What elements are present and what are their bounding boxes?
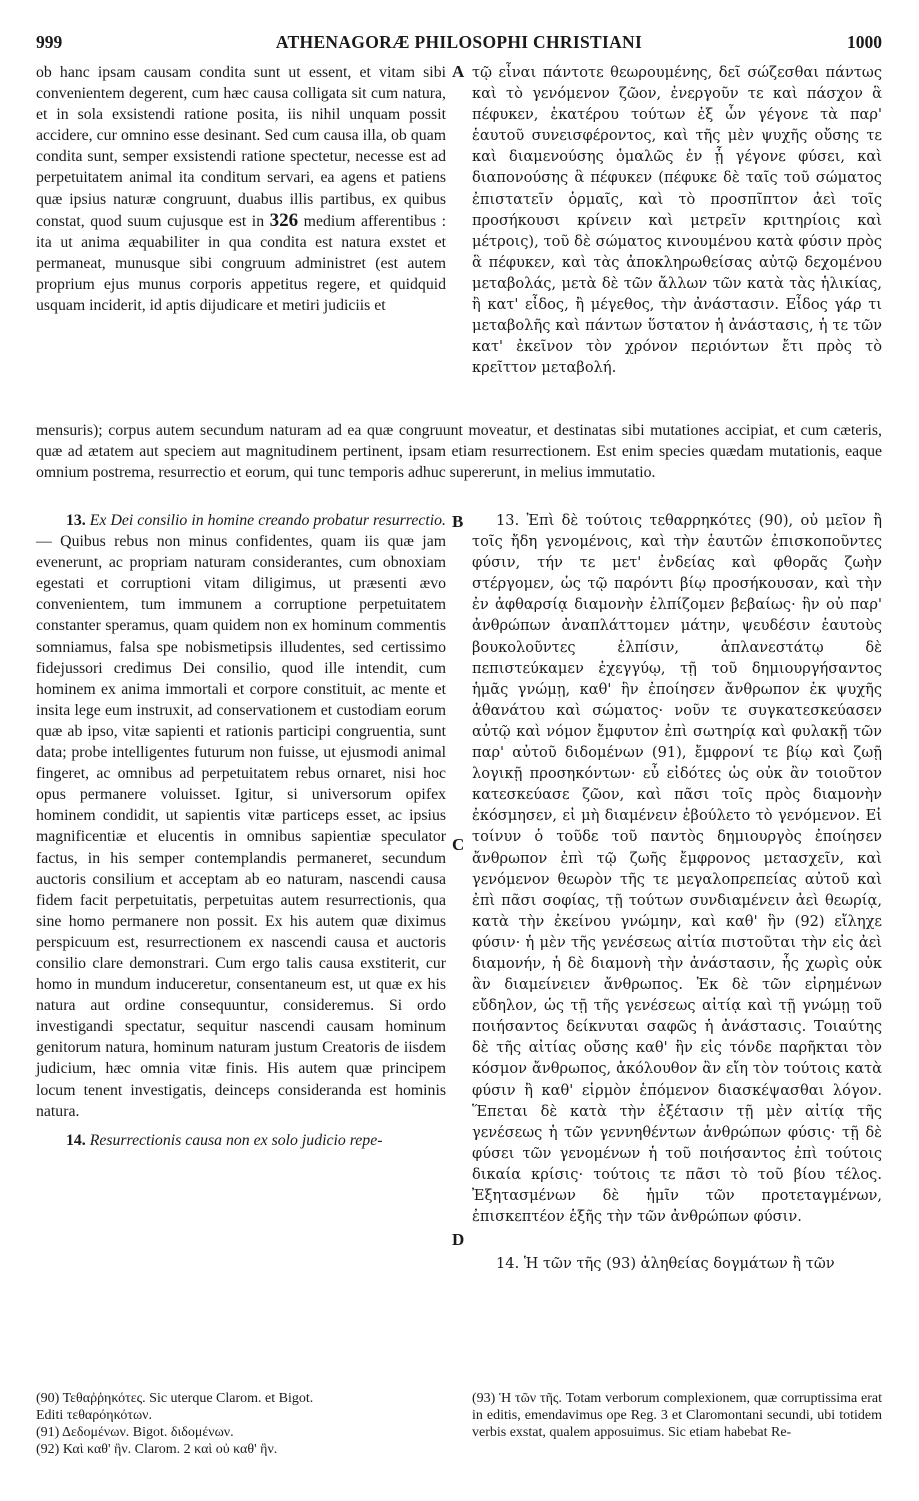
section-heading-14: Resurrectionis causa non ex solo judicio repe- (89, 1131, 383, 1149)
latin-text-part2: medium afferentibus : ita ut anima æquabiliter in qua condita est natura exstet et permaneat, munusque sibi congruum administret (est autem proprium ejus munus corporis appetitus regere, et quidquid usquam inciderit, id aptis dijudicare et metiri judiciis et (36, 212, 447, 315)
margin-marker-d: D (452, 1230, 465, 1249)
section-number-13: 13. (66, 512, 86, 529)
margin-marker-b: B (452, 512, 464, 531)
page-number-right: 1000 (847, 32, 882, 52)
margin-marker-c: C (452, 835, 465, 854)
latin-fullwidth-paragraph: mensuris); corpus autem secundum naturam ad ea quæ congruunt moveatur, et destinatas sibi mutationes accipiat, et cum cæteris, quæ ad ætatem aut speciem aut magnitudinem pertinent, ipsam etiam resurrectionem. Est enim species quædam mutationis, eaque omnium postrema, resurrectio et eorum, qui tunc temporis adhuc supererunt, in melius immutatio. (36, 422, 882, 482)
greek-column-section-13 (472, 510, 882, 1274)
heading-dash: — (36, 533, 61, 551)
section-number-14: 14. (66, 1131, 86, 1149)
footnotes-left (36, 1390, 446, 1458)
footnote-90-cont: Editi τεθαρόηκότων. (36, 1408, 152, 1423)
running-title: ATHENAGORÆ PHILOSOPHI CHRISTIANI (275, 32, 643, 52)
greek-section-13: 13. Ἐπὶ δὲ τούτοις τεθαρρηκότες (90), οὐ μεῖον ἢ τοῖς ἤδη γενομένοις, καὶ τὴν ἑαυτῶν ἐπισκοποῦντες φύσιν, τήν τε μετ' ἐνδείας καὶ φθορᾶς ζωὴν στέργομεν, ὡς τῷ παρόντι βίῳ προσήκουσαν, καὶ τὴν ἐν ἀφθαρσίᾳ διαμονὴν ἐλπίζομεν βεβαίως· ἣν οὐ παρ' ἀνθρώπων ἀναπλάττομεν μάτην, ψευδέσιν ἑαυτοὺς βουκολοῦντες ἐλπίσιν, ἀπλανεστάτῳ δὲ πεπιστεύκαμεν ἐχεγγύῳ, τῇ τοῦ δημιουργήσαντος ἡμᾶς γνώμῃ, καθ' ἣν ἐποίησεν ἄνθρωπον ἐκ ψυχῆς ἀθανάτου καὶ σώματος· νοῦν τε συγκατεσκεύασεν αὐτῷ καὶ νόμον ἔμφυτον ἐπὶ σωτηρίᾳ καὶ φυλακῇ τῶν παρ' αὐτοῦ διδομένων (91), ἔμφρονί τε βίῳ καὶ ζωῇ λογικῇ προσηκόντων· εὖ εἰδότες ὡς οὐκ ἂν τοιοῦτον κατεσκεύασε ζῶον, καὶ πᾶσι τοῖς πρὸς διαμονὴν ἐκόσμησεν, εἰ μὴ διαμένειν ἐβούλετο τὸ γενόμενον. Εἰ τοίνυν ὁ τοῦδε τοῦ παντὸς δημιουργὸς ἐποίησεν ἄνθρωπον ἐπὶ τῷ ζωῆς ἔμφρονος μετασχεῖν, καὶ γενόμενον θεωρὸν τῆς τε μεγαλοπρεπείας αὐτοῦ καὶ ἐπὶ πᾶσι σοφίας, τῇ τούτων συνδιαμένειν ἀεὶ θεωρίᾳ, κατὰ τὴν ἐκείνου γνώμην, καὶ καθ' ἣν (92) εἴληχε φύσιν· ἡ μὲν τῆς γενέσεως αἰτία πιστοῦται τὴν εἰς ἀεὶ διαμονήν, ἡ δὲ διαμονὴ τὴν ἀνάστασιν, ἧς χωρὶς οὐκ ἂν διαμείνειεν ἄνθρωπος. Ἐκ δὲ τῶν εἰρημένων εὔδηλον, ὡς τῇ τῆς γενέσεως αἰτίᾳ καὶ τῇ γνώμῃ τοῦ ποιήσαντος δείκνυται σαφῶς ἡ ἀνάστασις. Τοιαύτης δὲ τῆς αἰτίας οὔσης καθ' ἣν εἰς τόνδε παρῆκται τὸν κόσμον ἄνθρωπος, ἀκόλουθον ἂν εἴη τὸν τούτοις κατὰ φύσιν ἢ καθ' εἱρμὸν ἑπόμενον διασκέψασθαι λόγον. Ἕπεται δὲ κατὰ τὴν ἐξέτασιν τῇ μὲν αἰτίᾳ τῆς γενέσεως ἡ τῶν γεννηθέντων ἀνθρώπων φύσις· τῇ δὲ φύσει τῶν γενομένων ἡ τοῦ ποιήσαντος ἐπὶ τούτοις δικαία κρίσις· τούτοις τε πᾶσι τὸ τοῦ βίου τέλος. Ἐξητασμένων δὲ ἡμῖν τῶν προτεταγμένων, ἐπισκεπτέον ἑξῆς τὴν τῶν ἀνθρώπων φύσιν. (472, 512, 882, 1226)
footnote-90: (90) Τεθαῤῥηκότες. Sic uterque Clarom. et Bigot. (36, 1391, 314, 1406)
inline-page-number: 326 (269, 209, 299, 231)
page-number-left: 999 (36, 32, 63, 52)
latin-column-top (36, 62, 446, 316)
section-heading-13: Ex Dei consilio in homine creando probatur resurrectio. (89, 512, 446, 529)
footnote-93: (93) Ἡ τῶν τῆς. Totam verborum complexionem, quæ corruptissima erat in editis, emendavimus ope Reg. 3 et Claromontani secundi, ubi totidem verbis exstat, qualem apposuimus. Sic etiam habebat Re- (472, 1391, 882, 1440)
latin-column-section-13 (36, 510, 446, 1151)
footnote-92: (92) Καὶ καθ' ἣν. Clarom. 2 καὶ οὐ καθ' ἣν. (36, 1442, 278, 1457)
margin-marker-a: A (452, 62, 465, 81)
page-header (36, 32, 882, 58)
section-body-13: Quibus rebus non minus confidentes, quam iis quæ jam evenerunt, ac propriam naturam considerantes, cum obnoxiam egestati et corruptioni vitam diligimus, ut præsenti ævo convenientem, tum immunem a corruptione perpetuitatem constanter speramus, quam quidem non ex hominum commentis somniamus, falsa spe nobismetipsis illudentes, sed certissimo fidejussori credimus Dei consilio, quod ille intendit, cum hominem ex anima immortali et corpore constituit, ac mente et insita lege eum instruxit, ad conservationem et custodiam eorum quæ ab ipso, vitæ sapienti et rationis participi congruentia, sunt data; probe intelligentes futurum non fuisse, ut ejusmodi animal fingeret, ac omnibus ad perpetuitatem rebus ornaret, nisi hoc opus permanere voluisset. Igitur, si universorum opifex hominem condidit, ut sapientis vitæ particeps esset, ac ipsius magnificentiæ et elucentis in omnibus sapientiæ speculator factus, in his semper contemplandis permaneret, secundum auctoris consilium et acceptam ab eo naturam, nascendi causa fidem facit perpetuitatis, perpetuitas autem resurrectionis, qua sine homo permanere non possit. Ex his autem quæ diximus perspicuum est, resurrectionem ex nascendi causa et auctoris consilio clare demonstrari. Cum ergo talis causa exstiterit, cur homo in mundum induceretur, consentaneum est, ut quæ ex his natura aut ordine consequuntur, consideremus. Si ordo investigandi spectatur, sequitur nascendi causam hominum genitorum natura, hominum naturam justum Creatoris de iisdem judicium, hæc omnia vitæ finis. His autem quæ principem locum tenent investigatis, deinceps consideranda est hominis natura. (36, 533, 446, 1120)
latin-text-part1: ob hanc ipsam causam condita sunt ut essent, et vitam sibi convenientem degerent, cum hæc causa colligata sit cum natura, et in sola exsistendi ratione posita, iis nihil unquam possit accidere, cur omnino esse desinant. Sed cum causa illa, ob quam condita sunt, semper exsistendi ratione spectetur, necesse est ad perpetuitatem animal ita conditum servari, ea agens et patiens quæ ipsius naturæ congruunt, duabus illis partibus, ex quibus constat, quod suum cujusque est in (36, 64, 446, 230)
greek-column-top: τῷ εἶναι πάντοτε θεωρουμένης, δεῖ σώζεσθαι πάντως καὶ τὸ γενόμενον ζῶον, ἐνεργοῦν τε καὶ πάσχον ἃ πέφυκεν, ἑκατέρου τούτων ἐξ ὧν γέγονε τὰ παρ' ἑαυτοῦ συνεισφέροντος, καὶ τῆς μὲν ψυχῆς οὔσης τε καὶ διαμενούσης ὁμαλῶς ἐν ᾗ γέγονε φύσει, καὶ διαπονούσης ἃ πέφυκεν (πέφυκε δὲ ταῖς τοῦ σώματος ἐπιστατεῖν ὁρμαῖς, καὶ τὸ προσπῖπτον ἀεὶ τοῖς προσήκουσι κρίνειν καὶ μετρεῖν κριτηρίοις καὶ μέτροις), τοῦ δὲ σώματος κινουμένου κατὰ φύσιν πρὸς ἃ πέφυκεν, καὶ τὰς ἀποκληρωθείσας αὐτῷ δεχομένου μεταβολάς, μετὰ δὲ τῶν ἄλλων τῶν κατὰ τὰς ἡλικίας, ἢ κατ' εἶδος, ἢ μέγεθος, τὴν ἀνάστασιν. Εἶδος γάρ τι μεταβολῆς καὶ πάντων ὕστατον ἡ ἀνάστασις, ἡ τε τῶν κατ' ἐκεῖνον τὸν χρόνον περιόντων ἔτι πρὸς τὸ κρεῖττον μεταβολή. (472, 64, 882, 377)
footnote-91: (91) Δεδομένων. Bigot. διδομένων. (36, 1425, 234, 1440)
greek-section-14: 14. Ἡ τῶν τῆς (93) ἀληθείας δογμάτων ἢ τῶν (496, 1255, 835, 1273)
